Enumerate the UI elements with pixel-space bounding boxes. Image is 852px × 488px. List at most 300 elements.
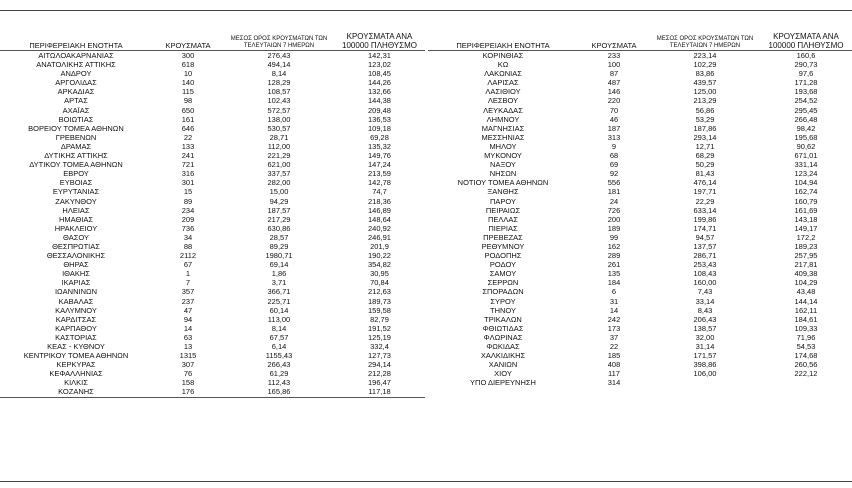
avg7-cell: 33,14 <box>695 296 715 306</box>
table-row <box>428 96 852 105</box>
cases-cell: 209 <box>181 214 195 224</box>
avg7-cell: 113,00 <box>267 314 291 324</box>
table-row <box>428 142 852 151</box>
per100k-cell: 127,73 <box>368 351 391 361</box>
per100k-cell: 201,9 <box>370 241 389 251</box>
per100k-cell: 331,14 <box>794 160 818 170</box>
per100k-cell: 108,45 <box>368 69 391 79</box>
per100k-cell: 30,95 <box>370 269 389 279</box>
per100k-cell: 70,84 <box>370 278 389 288</box>
per100k-cell: 196,47 <box>368 378 391 388</box>
cases-cell: 2112 <box>179 251 197 261</box>
table-row <box>0 215 425 224</box>
cases-cell: 307 <box>181 360 195 370</box>
cases-cell: 241 <box>181 151 195 161</box>
region-cell: ΠΙΕΡΙΑΣ <box>488 223 518 233</box>
per100k-cell: 98,42 <box>796 123 816 133</box>
cases-cell: 31 <box>609 296 619 306</box>
per100k-cell: 144,14 <box>794 296 818 306</box>
region-cell: ΞΑΝΘΗΣ <box>487 187 519 197</box>
avg7-cell: 102,29 <box>693 60 717 70</box>
per100k-cell: 290,73 <box>794 60 818 70</box>
cases-cell: 88 <box>183 241 193 251</box>
table-row <box>428 133 852 142</box>
region-cell: ΚΙΛΚΙΣ <box>64 378 88 388</box>
per100k-cell: 174,68 <box>794 351 818 361</box>
avg7-cell <box>650 378 760 387</box>
per100k-cell: 332,4 <box>370 342 389 351</box>
per100k-cell: 257,95 <box>794 251 818 261</box>
avg7-cell: 494,14 <box>267 60 291 70</box>
table-row <box>0 324 425 333</box>
per100k-header: ΚΡΟΥΣΜΑΤΑ ΑΝΑ 100000 ΠΛΗΘΥΣΜΟ <box>760 30 852 51</box>
table-row <box>0 315 425 324</box>
avg7-cell: 15,00 <box>269 187 289 197</box>
avg7-cell: 530,57 <box>267 123 291 133</box>
avg7-header: ΜΕΣΟΣ ΟΡΟΣ ΚΡΟΥΣΜΑΤΩΝ ΤΩΝ ΤΕΛΕΥΤΑΙΩΝ 7 ΗΜΕΡΩΝ <box>650 30 760 51</box>
table-row <box>428 369 852 378</box>
table-row <box>0 287 425 296</box>
cases-header: ΚΡΟΥΣΜΑΤΑ <box>578 30 650 51</box>
region-cell: ΚΕΡΚΥΡΑΣ <box>56 360 96 370</box>
avg7-cell: 199,86 <box>693 214 717 224</box>
left-table <box>0 30 425 398</box>
table-row <box>0 378 425 387</box>
avg7-cell: 50,29 <box>695 160 715 170</box>
avg7-cell: 476,14 <box>693 178 717 188</box>
avg7-cell: 81,43 <box>695 169 715 179</box>
table-row <box>0 342 425 351</box>
cases-cell: 67 <box>183 260 193 270</box>
per100k-cell: 82,79 <box>370 314 389 324</box>
region-cell: ΑΝΔΡΟΥ <box>60 69 92 79</box>
table-row <box>0 197 425 206</box>
region-cell: ΡΕΘΥΜΝΟΥ <box>481 241 525 251</box>
table-row <box>0 151 425 160</box>
region-cell: ΘΑΣΟΥ <box>63 232 89 242</box>
region-cell: ΒΟΙΩΤΙΑΣ <box>58 114 94 124</box>
table-row <box>0 169 425 178</box>
region-cell: ΑΡΓΟΛΙΔΑΣ <box>55 78 97 88</box>
region-cell: ΚΕΦΑΛΛΗΝΙΑΣ <box>49 369 103 379</box>
cases-cell: 289 <box>607 251 621 261</box>
avg7-cell: 8,14 <box>271 323 287 333</box>
table-row <box>0 369 425 378</box>
table-row <box>428 215 852 224</box>
region-cell: ΝΑΞΟΥ <box>490 160 516 170</box>
per100k-cell: 149,76 <box>368 151 391 161</box>
cases-cell: 24 <box>609 196 619 206</box>
avg7-cell: 282,00 <box>267 178 291 188</box>
avg7-cell: 108,43 <box>693 269 717 279</box>
avg7-cell: 266,43 <box>267 360 291 370</box>
per100k-cell: 104,29 <box>794 278 818 288</box>
avg7-cell: 572,57 <box>267 105 291 115</box>
per100k-cell: 97,6 <box>798 69 814 79</box>
cases-cell: 313 <box>607 132 621 142</box>
avg7-cell: 206,43 <box>693 314 717 324</box>
region-cell: ΝΟΤΙΟΥ ΤΟΜΕΑ ΑΘΗΝΩΝ <box>457 178 549 188</box>
per100k-cell: 212,63 <box>368 287 391 297</box>
cases-cell: 300 <box>181 51 195 60</box>
region-cell: ΠΡΕΒΕΖΑΣ <box>483 232 523 242</box>
cases-cell: 94 <box>183 314 193 324</box>
per100k-cell: 74,7 <box>372 187 387 197</box>
per100k-cell: 240,92 <box>368 223 391 233</box>
region-cell: ΔΡΑΜΑΣ <box>60 141 92 151</box>
region-cell: ΘΗΡΑΣ <box>63 260 89 270</box>
per100k-cell: 189,23 <box>794 241 818 251</box>
per100k-cell: 159,58 <box>368 305 391 315</box>
cases-cell: 646 <box>181 123 195 133</box>
table-row <box>0 224 425 233</box>
region-cell: ΚΑΡΠΑΘΟΥ <box>55 323 97 333</box>
table-row <box>428 351 852 360</box>
region-cell: ΧΑΝΙΩΝ <box>488 360 518 370</box>
avg7-cell: 1155,43 <box>265 351 293 361</box>
cases-cell: 184 <box>607 278 621 288</box>
region-cell: ΛΕΥΚΑΔΑΣ <box>483 105 523 115</box>
table-row <box>428 197 852 206</box>
region-cell: ΕΥΡΥΤΑΝΙΑΣ <box>52 187 100 197</box>
avg7-cell: 439,57 <box>693 78 717 88</box>
region-cell: ΧΑΛΚΙΔΙΚΗΣ <box>480 351 526 361</box>
cases-cell: 220 <box>607 96 621 106</box>
region-cell: ΕΥΒΟΙΑΣ <box>59 178 93 188</box>
cases-cell: 63 <box>183 332 193 342</box>
region-cell: ΚΑΣΤΟΡΙΑΣ <box>55 332 97 342</box>
table-row <box>0 124 425 133</box>
table-row <box>428 306 852 315</box>
region-cell: ΒΟΡΕΙΟΥ ΤΟΜΕΑ ΑΘΗΝΩΝ <box>28 123 124 133</box>
table-row <box>0 251 425 260</box>
table-row <box>0 87 425 96</box>
avg7-cell: 112,43 <box>267 378 291 388</box>
per100k-cell: 109,18 <box>368 123 391 133</box>
avg7-cell: 22,29 <box>695 196 715 206</box>
table-row <box>428 251 852 260</box>
region-cell: ΛΕΣΒΟΥ <box>487 96 519 106</box>
table-row <box>0 269 425 278</box>
table-row <box>428 60 852 69</box>
cases-cell: 301 <box>181 178 195 188</box>
region-cell: ΛΗΜΝΟΥ <box>486 114 520 124</box>
table-row <box>0 178 425 187</box>
table-row <box>0 206 425 215</box>
per100k-cell: 146,89 <box>368 205 391 215</box>
cases-cell: 242 <box>607 314 621 324</box>
table-row <box>428 106 852 115</box>
table-row <box>0 233 425 242</box>
avg7-cell: 8,14 <box>271 69 287 79</box>
avg7-cell: 276,43 <box>267 51 291 60</box>
per100k-header: ΚΡΟΥΣΜΑΤΑ ΑΝΑ 100000 ΠΛΗΘΥΣΜΟ <box>334 30 425 51</box>
per100k-cell: 193,68 <box>794 87 818 97</box>
per100k-cell: 147,24 <box>368 160 391 170</box>
cases-cell: 9 <box>611 141 617 151</box>
cases-cell: 100 <box>607 60 621 70</box>
avg7-cell: 28,57 <box>269 232 289 242</box>
cases-cell: 98 <box>183 96 193 106</box>
per100k-cell: 117,18 <box>334 387 425 397</box>
table-row <box>0 242 425 251</box>
avg7-cell: 171,57 <box>693 351 717 361</box>
region-header: ΠΕΡΙΦΕΡΕΙΑΚΗ ΕΝΟΤΗΤΑ <box>428 30 578 51</box>
cases-cell: 316 <box>181 169 195 179</box>
cases-cell: 187 <box>607 123 621 133</box>
table-row <box>428 297 852 306</box>
per100k-cell: 123,24 <box>794 169 818 179</box>
cases-cell: 237 <box>181 296 195 306</box>
cases-cell: 161 <box>181 114 195 124</box>
table-row <box>428 151 852 160</box>
cases-cell: 1315 <box>179 351 197 361</box>
region-cell: ΑΧΑΪΑΣ <box>62 105 90 115</box>
bottom-rule <box>0 481 852 482</box>
avg7-cell: 7,43 <box>697 287 713 297</box>
per100k-cell: 162,74 <box>794 187 818 197</box>
avg7-cell: 174,71 <box>693 223 717 233</box>
per100k-cell: 354,82 <box>368 260 391 270</box>
cases-cell: 176 <box>152 387 224 397</box>
per100k-cell: 71,96 <box>796 332 816 342</box>
cases-cell: 14 <box>183 323 193 333</box>
avg7-cell: 187,57 <box>267 205 291 215</box>
cases-cell: 261 <box>607 260 621 270</box>
cases-cell: 556 <box>607 178 621 188</box>
per100k-cell: 136,53 <box>368 114 391 124</box>
table-row <box>428 224 852 233</box>
region-cell: ΚΑΒΑΛΑΣ <box>58 296 94 306</box>
cases-cell: 14 <box>609 305 619 315</box>
per100k-cell: 123,02 <box>368 60 391 70</box>
table-row <box>0 160 425 169</box>
avg7-cell: 125,00 <box>693 87 717 97</box>
per100k-cell: 260,56 <box>794 360 818 370</box>
region-cell: ΑΡΤΑΣ <box>64 96 88 106</box>
cases-cell: 721 <box>181 160 195 170</box>
top-rule <box>0 10 852 11</box>
avg7-header: ΜΕΣΟΣ ΟΡΟΣ ΚΡΟΥΣΜΑΤΩΝ ΤΩΝ ΤΕΛΕΥΤΑΙΩΝ 7 ΗΜΕΡΩΝ <box>224 30 334 51</box>
table-row <box>0 260 425 269</box>
table-row <box>0 360 425 369</box>
cases-cell: 22 <box>609 342 619 351</box>
per100k-cell: 144,38 <box>368 96 391 106</box>
region-cell: ΖΑΚΥΝΘΟΥ <box>55 196 97 206</box>
per100k-cell: 189,73 <box>368 296 391 306</box>
table-row <box>0 333 425 342</box>
per100k-cell: 671,01 <box>794 151 818 161</box>
right-table <box>428 30 852 387</box>
avg7-cell: 89,29 <box>269 241 289 251</box>
per100k-cell: 209,48 <box>368 105 391 115</box>
table-row <box>428 287 852 296</box>
cases-cell: 487 <box>607 78 621 88</box>
avg7-cell: 630,86 <box>267 223 291 233</box>
region-cell: ΕΒΡΟΥ <box>63 169 89 179</box>
table-row <box>0 78 425 87</box>
cases-cell: 1 <box>185 269 191 279</box>
per100k-cell: 266,48 <box>794 114 818 124</box>
table-row <box>0 387 425 397</box>
cases-cell: 115 <box>182 87 194 97</box>
per100k-cell: 254,52 <box>794 96 818 106</box>
table-row <box>428 160 852 169</box>
per100k-cell: 143,18 <box>794 214 818 224</box>
per100k-cell: 54,53 <box>796 342 816 351</box>
region-cell: ΚΕΑΣ - ΚΥΘΝΟΥ <box>47 342 105 351</box>
region-cell: ΠΕΛΛΑΣ <box>487 214 519 224</box>
cases-cell: 200 <box>607 214 621 224</box>
table-row <box>0 142 425 151</box>
cases-cell: 233 <box>607 51 621 60</box>
region-cell: ΑΝΑΤΟΛΙΚΗΣ ΑΤΤΙΚΗΣ <box>36 60 116 70</box>
table-row <box>428 178 852 187</box>
avg7-cell: 138,00 <box>267 114 291 124</box>
table-row <box>428 378 852 387</box>
region-cell: ΗΛΕΙΑΣ <box>62 205 90 215</box>
avg7-cell: 286,71 <box>693 251 717 261</box>
region-cell: ΛΑΣΙΘΙΟΥ <box>485 87 521 97</box>
cases-cell: 68 <box>609 151 619 161</box>
cases-cell: 173 <box>607 323 621 333</box>
per100k-cell: 160,79 <box>794 196 818 206</box>
cases-cell: 314 <box>607 378 621 388</box>
cases-cell: 185 <box>607 351 621 361</box>
cases-cell: 618 <box>181 60 195 70</box>
region-cell: ΜΑΓΝΗΣΙΑΣ <box>481 123 525 133</box>
per100k-cell: 409,38 <box>794 269 818 279</box>
region-cell: ΣΠΟΡΑΔΩΝ <box>482 287 524 297</box>
cases-cell: 146 <box>607 87 621 97</box>
per100k-cell: 109,33 <box>794 323 818 333</box>
region-header: ΠΕΡΙΦΕΡΕΙΑΚΗ ΕΝΟΤΗΤΑ <box>0 30 152 51</box>
cases-header: ΚΡΟΥΣΜΑΤΑ <box>152 30 224 51</box>
region-cell: ΙΩΑΝΝΙΝΩΝ <box>54 287 98 297</box>
table-row <box>0 69 425 78</box>
per100k-cell: 218,36 <box>368 196 391 206</box>
region-cell: ΣΕΡΡΩΝ <box>487 278 519 288</box>
table-row <box>428 115 852 124</box>
cases-cell: 69 <box>609 160 619 170</box>
region-cell: ΣΑΜΟΥ <box>489 269 517 279</box>
cases-cell: 234 <box>181 205 195 215</box>
cases-cell: 736 <box>181 223 195 233</box>
avg7-cell: 128,29 <box>267 78 291 88</box>
avg7-cell: 1980,71 <box>265 251 293 261</box>
cases-cell: 117 <box>608 369 620 379</box>
avg7-cell: 366,71 <box>267 287 291 297</box>
per100k-cell: 213,59 <box>368 169 391 179</box>
region-cell: ΚΑΛΥΜΝΟΥ <box>55 305 97 315</box>
table-row <box>428 315 852 324</box>
table-row <box>428 87 852 96</box>
avg7-cell: 225,71 <box>267 296 291 306</box>
avg7-cell: 94,29 <box>269 196 289 206</box>
per100k-cell: 135,32 <box>368 141 391 151</box>
region-cell: ΑΡΚΑΔΙΑΣ <box>57 87 95 97</box>
table-row <box>0 115 425 124</box>
avg7-cell: 102,43 <box>267 96 291 106</box>
cases-cell: 13 <box>183 342 193 351</box>
region-cell: ΥΠΟ ΔΙΕΡΕΥΝΗΣΗ <box>470 378 536 388</box>
cases-cell: 89 <box>183 196 193 206</box>
region-cell: ΛΑΡΙΣΑΣ <box>487 78 519 88</box>
region-cell: ΙΘΑΚΗΣ <box>62 269 90 279</box>
cases-cell: 158 <box>181 378 195 388</box>
per100k-cell: 142,31 <box>368 51 391 60</box>
cases-cell: 87 <box>609 69 619 79</box>
table-row <box>428 124 852 133</box>
header-row <box>0 30 425 51</box>
per100k-cell: 148,64 <box>368 214 391 224</box>
table-row <box>0 351 425 360</box>
table-row <box>0 106 425 115</box>
avg7-cell: 108,57 <box>267 87 291 97</box>
table-row <box>428 342 852 351</box>
table-row <box>0 51 425 61</box>
region-cell: ΣΥΡΟΥ <box>490 296 516 306</box>
region-cell: ΧΙΟΥ <box>494 369 512 379</box>
per100k-cell: 142,78 <box>368 178 391 188</box>
table-row <box>428 78 852 87</box>
table-row <box>428 169 852 178</box>
avg7-cell: 31,14 <box>695 342 715 351</box>
avg7-cell: 67,57 <box>269 332 289 342</box>
avg7-cell: 69,14 <box>269 260 289 270</box>
region-cell: ΡΟΔΟΠΗΣ <box>484 251 522 261</box>
avg7-cell: 83,86 <box>695 69 715 79</box>
avg7-cell: 6,14 <box>271 342 287 351</box>
avg7-cell: 337,57 <box>267 169 291 179</box>
table-row <box>0 187 425 196</box>
cases-cell: 135 <box>607 269 621 279</box>
avg7-cell: 56,86 <box>695 105 715 115</box>
avg7-cell: 1,86 <box>271 269 287 279</box>
cases-cell: 6 <box>611 287 617 297</box>
cases-cell: 189 <box>607 223 621 233</box>
region-cell: ΠΑΡΟΥ <box>489 196 516 206</box>
avg7-cell: 213,29 <box>693 96 717 106</box>
avg7-cell: 28,71 <box>269 132 289 142</box>
cases-cell: 650 <box>181 105 195 115</box>
cases-cell: 37 <box>609 332 619 342</box>
table-row <box>428 187 852 196</box>
table-row <box>428 360 852 369</box>
per100k-cell: 246,91 <box>368 232 391 242</box>
region-cell: ΚΟΖΑΝΗΣ <box>0 387 152 397</box>
table-row <box>0 133 425 142</box>
per100k-cell: 191,52 <box>368 323 391 333</box>
avg7-cell: 223,14 <box>693 51 717 60</box>
region-cell: ΦΛΩΡΙΝΑΣ <box>483 332 523 342</box>
table-row <box>428 333 852 342</box>
per100k-cell: 184,61 <box>794 314 818 324</box>
avg7-cell: 197,71 <box>693 187 717 197</box>
avg7-cell: 32,00 <box>695 332 715 342</box>
avg7-cell: 633,14 <box>693 205 717 215</box>
avg7-cell: 106,00 <box>693 369 717 379</box>
avg7-cell: 293,14 <box>693 132 717 142</box>
cases-cell: 47 <box>183 305 193 315</box>
table-row <box>428 242 852 251</box>
region-cell: ΛΑΚΩΝΙΑΣ <box>484 69 522 79</box>
avg7-cell: 3,71 <box>271 278 287 288</box>
table-row <box>0 297 425 306</box>
cases-cell: 181 <box>607 187 621 197</box>
cases-cell: 99 <box>609 232 619 242</box>
per100k-cell: 162,11 <box>794 305 818 315</box>
